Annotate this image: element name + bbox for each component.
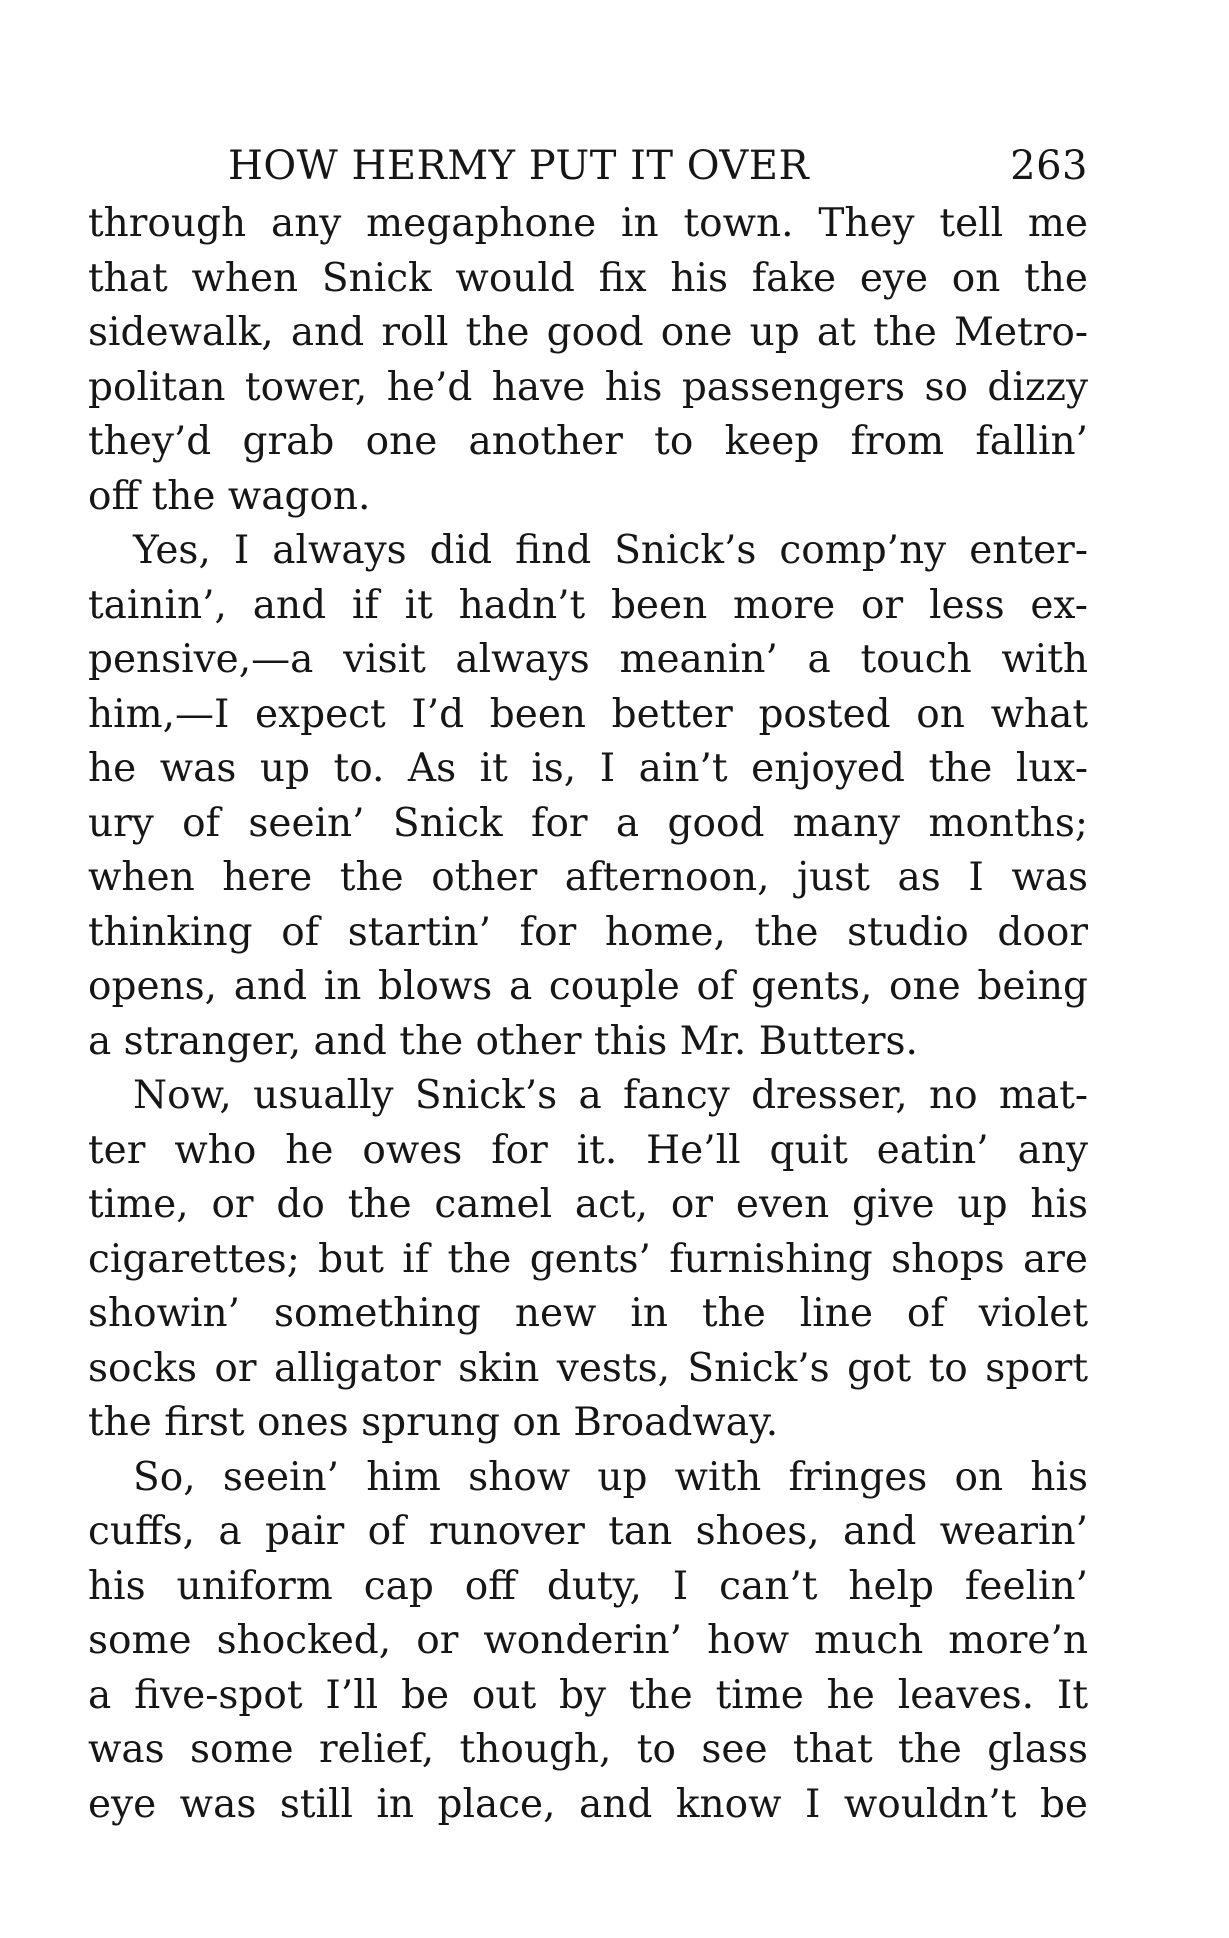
text-line: cigarettes; but if the gents’ furnishing shops are (88, 1236, 1088, 1282)
text-line: some shocked, or wonderin’ how much more’n (88, 1618, 1088, 1663)
text-line: politan tower, he’d have his passengers so dizzy (88, 364, 1088, 410)
page-number: 263 (1010, 143, 1088, 189)
running-header (88, 135, 1088, 197)
text-line: was some relief, though, to see that the glass (88, 1727, 1088, 1772)
text-line: thinking of startin’ for home, the studio door (88, 909, 1088, 955)
body-text (88, 197, 1088, 1832)
text-line: him,—I expect I’d been better posted on what (88, 691, 1088, 737)
text-line: off the wagon. (88, 473, 371, 519)
text-line: So, seein’ him show up with fringes on his (133, 1454, 1088, 1500)
text-line: opens, and in blows a couple of gents, one being (88, 964, 1088, 1009)
text-line: a five-spot I’ll be out by the time he leaves. It (88, 1672, 1088, 1718)
text-line: the first ones sprung on Broadway. (88, 1400, 779, 1445)
text-line: pensive,—a visit always meanin’ a touch with (88, 637, 1088, 682)
text-line: ter who he owes for it. He’ll quit eatin’ any (88, 1127, 1088, 1173)
book-page (88, 135, 1088, 1832)
text-line: Yes, I always did find Snick’s comp’ny enter- (133, 528, 1088, 573)
text-line: his uniform cap off duty, I can’t help feelin’ (88, 1563, 1088, 1609)
text-line: a stranger, and the other this Mr. Butters. (88, 1018, 918, 1064)
text-line: showin’ something new in the line of violet (88, 1291, 1088, 1336)
text-line: eye was still in place, and know I wouldn’t be (88, 1781, 1088, 1827)
text-line: time, or do the camel act, or even give up his (88, 1182, 1088, 1227)
text-line: Now, usually Snick’s a fancy dresser, no mat- (133, 1073, 1088, 1118)
text-line: when here the other afternoon, just as I was (88, 855, 1088, 900)
text-line: ury of seein’ Snick for a good many months; (88, 800, 1088, 846)
text-line: that when Snick would fix his fake eye on the (88, 255, 1088, 301)
text-line: sidewalk, and roll the good one up at the Metro- (88, 310, 1088, 355)
text-line: tainin’, and if it hadn’t been more or less ex- (88, 582, 1088, 628)
text-line: cuffs, a pair of runover tan shoes, and wearin’ (88, 1509, 1088, 1554)
text-line: they’d grab one another to keep from fallin’ (88, 419, 1088, 464)
text-line: he was up to. As it is, I ain’t enjoyed the lux- (88, 746, 1088, 791)
text-line: socks or alligator skin vests, Snick’s got to sport (88, 1345, 1088, 1391)
text-line: through any megaphone in town. They tell me (88, 201, 1088, 246)
running-title: HOW HERMY PUT IT OVER (228, 143, 810, 189)
